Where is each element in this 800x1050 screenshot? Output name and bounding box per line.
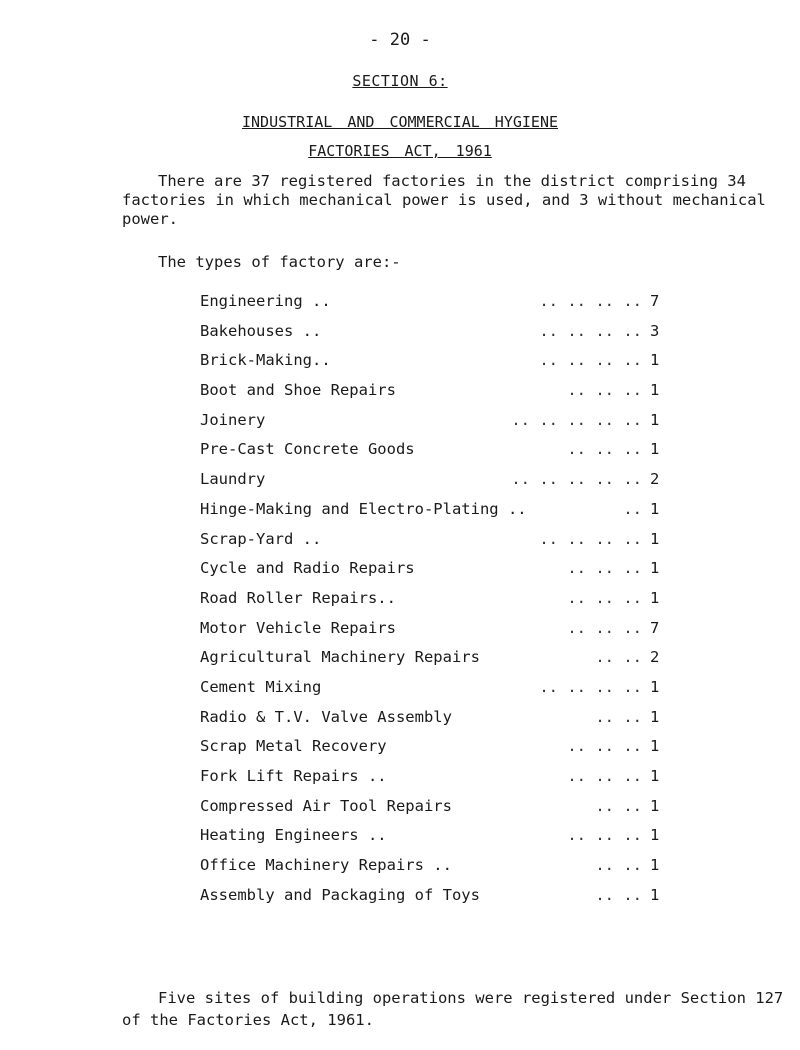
leader-dots: .. .. <box>595 856 642 875</box>
factory-type-label: Motor Vehicle Repairs <box>200 618 396 637</box>
list-item <box>200 767 670 797</box>
heading: INDUSTRIAL AND COMMERCIAL HYGIENE <box>241 113 558 131</box>
list-item <box>200 559 670 589</box>
factory-type-count: 1 <box>650 826 660 845</box>
list-item <box>200 708 670 738</box>
leader-dots: .. .. .. <box>567 618 642 637</box>
leader-dots: .. .. .. .. <box>539 529 642 548</box>
factory-type-label: Boot and Shoe Repairs <box>200 381 396 400</box>
factory-type-label: Radio & T.V. Valve Assembly <box>200 707 452 726</box>
factory-type-label: Scrap Metal Recovery <box>200 737 387 756</box>
list-item <box>200 589 670 619</box>
leader-dots: .. .. .. <box>567 440 642 459</box>
factory-type-count: 3 <box>650 321 660 340</box>
factory-type-label: Engineering .. <box>200 292 331 310</box>
list-item <box>200 797 670 827</box>
leader-dots: .. .. .. .. .. <box>511 470 642 489</box>
subheading: FACTORIES ACT, 1961 <box>308 142 492 160</box>
factory-type-count: 1 <box>650 767 660 785</box>
factory-type-count: 1 <box>650 737 660 756</box>
factory-type-count: 1 <box>650 410 660 429</box>
factory-type-count: 1 <box>650 440 660 459</box>
factory-type-label: Pre-Cast Concrete Goods <box>200 440 415 459</box>
list-item <box>200 292 670 322</box>
factory-type-label: Bakehouses .. <box>200 321 322 340</box>
factory-type-label: Laundry <box>200 470 266 489</box>
leader-dots: .. .. .. .. .. <box>511 410 642 429</box>
factory-type-count: 7 <box>650 292 660 310</box>
leader-dots: .. .. .. <box>567 737 642 756</box>
factory-type-count: 1 <box>650 499 660 518</box>
list-item <box>200 381 670 411</box>
factory-type-label: Assembly and Packaging of Toys <box>200 885 480 904</box>
list-item <box>200 322 670 352</box>
factory-type-count: 1 <box>650 351 660 370</box>
leader-dots: .. .. .. <box>567 381 642 400</box>
factory-types-list <box>200 292 670 915</box>
page-number: - 20 - <box>369 30 431 50</box>
factory-type-label: Brick-Making.. <box>200 351 331 370</box>
factory-type-label: Hinge-Making and Electro-Plating .. <box>200 499 527 518</box>
list-item <box>200 648 670 678</box>
list-item <box>200 737 670 767</box>
leader-dots: .. .. <box>595 796 642 815</box>
factory-type-label: Compressed Air Tool Repairs <box>200 796 452 815</box>
list-item <box>200 619 670 649</box>
leader-dots: .. .. .. <box>567 559 642 578</box>
factory-type-count: 1 <box>650 707 660 726</box>
factory-type-count: 1 <box>650 529 660 548</box>
leader-dots: .. .. .. .. <box>539 351 642 370</box>
factory-type-label: Scrap-Yard .. <box>200 529 322 548</box>
leader-dots: .. .. .. <box>567 826 642 845</box>
factory-type-label: Fork Lift Repairs .. <box>200 767 387 785</box>
intro-paragraph: There are 37 registered factories in the district comprising 34 factories in which mechanical power is used, and 3 without mechanical power. <box>122 172 766 228</box>
factory-type-count: 1 <box>650 885 660 904</box>
list-item <box>200 411 670 441</box>
factory-type-count: 1 <box>650 559 660 578</box>
factory-type-label: Office Machinery Repairs .. <box>200 856 452 875</box>
leader-dots: .. <box>623 499 642 518</box>
section-title: SECTION 6: <box>352 72 448 90</box>
leader-dots: .. .. .. <box>567 767 642 785</box>
factory-type-count: 2 <box>650 648 660 667</box>
factory-type-count: 7 <box>650 618 660 637</box>
list-item <box>200 440 670 470</box>
factory-type-count: 1 <box>650 796 660 815</box>
factory-type-count: 1 <box>650 381 660 400</box>
factory-type-count: 1 <box>650 677 660 696</box>
list-item <box>200 826 670 856</box>
factory-type-label: Heating Engineers .. <box>200 826 387 845</box>
factory-type-label: Joinery <box>200 410 266 429</box>
factory-type-count: 2 <box>650 470 660 489</box>
leader-dots: .. .. <box>595 648 642 667</box>
list-item <box>200 470 670 500</box>
leader-dots: .. .. .. .. <box>539 677 642 696</box>
factory-type-label: Road Roller Repairs.. <box>200 588 396 607</box>
types-intro: The types of factory are:- <box>158 253 401 271</box>
list-item <box>200 530 670 560</box>
factory-type-count: 1 <box>650 588 660 607</box>
factory-type-label: Cement Mixing <box>200 677 322 696</box>
list-item <box>200 678 670 708</box>
leader-dots: .. .. .. <box>567 588 642 607</box>
factory-type-label: Cycle and Radio Repairs <box>200 559 415 578</box>
list-item <box>200 500 670 530</box>
list-item <box>200 886 670 916</box>
leader-dots: .. .. <box>595 707 642 726</box>
leader-dots: .. .. .. .. <box>539 321 642 340</box>
factory-type-count: 1 <box>650 856 660 875</box>
list-item <box>200 351 670 381</box>
leader-dots: .. .. <box>595 885 642 904</box>
list-item <box>200 856 670 886</box>
leader-dots: .. .. .. .. <box>539 292 642 310</box>
closing-paragraph: Five sites of building operations were registered under Section 127 of the Factories Act, 1961. <box>122 989 784 1029</box>
factory-type-label: Agricultural Machinery Repairs <box>200 648 480 667</box>
